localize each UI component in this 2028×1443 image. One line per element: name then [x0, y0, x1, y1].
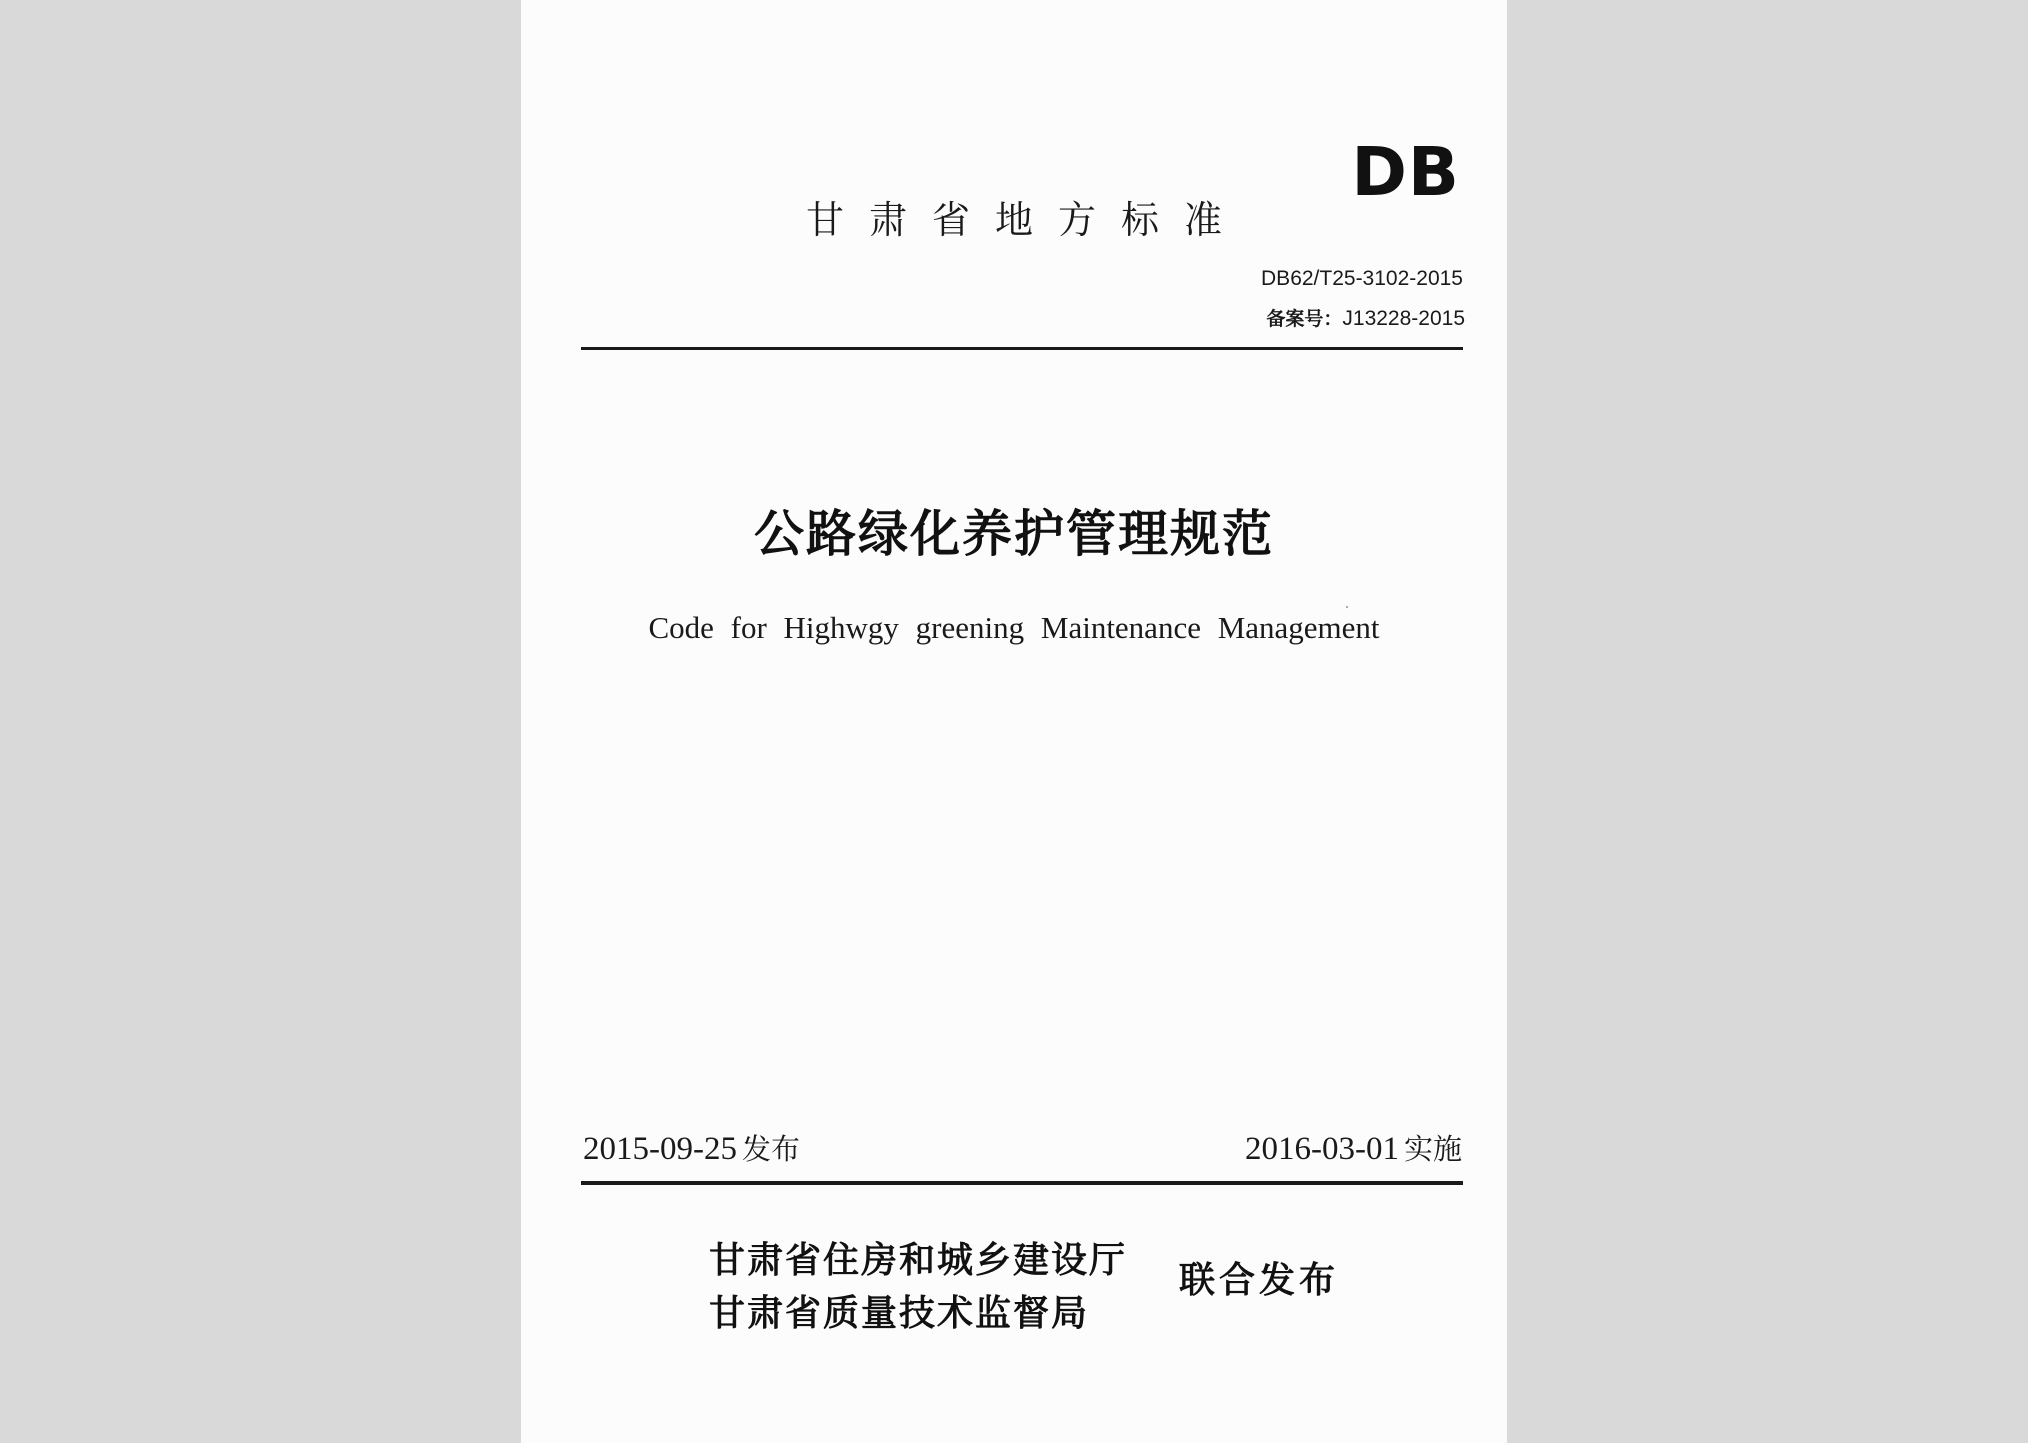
standard-number: DB62/T25-3102-2015 [1261, 267, 1463, 290]
record-label: 备案号： [1266, 308, 1343, 330]
title-chinese: 公路绿化养护管理规范 [754, 504, 1274, 563]
publish-date-line [583, 1133, 800, 1166]
header-rule [581, 347, 1463, 350]
issuer-list [709, 1234, 1127, 1340]
footer-rule [581, 1181, 1463, 1185]
record-line [1266, 308, 1465, 329]
effective-date-line [1245, 1133, 1462, 1166]
issuer-1: 甘肃省住房和城乡建设厅 [709, 1240, 1128, 1281]
effective-label: 实施 [1403, 1132, 1462, 1166]
scan-speck [1346, 606, 1348, 608]
issuer-2: 甘肃省质量技术监督局 [709, 1293, 1090, 1334]
joint-publish-label: 联合发布 [1179, 1260, 1340, 1301]
db-mark: DB [1351, 133, 1460, 211]
publish-date: 2015-09-25 [583, 1131, 737, 1167]
record-number: J13228-2015 [1342, 307, 1465, 330]
effective-date: 2016-03-01 [1245, 1131, 1399, 1167]
standard-type: 甘肃省地方标准 [806, 198, 1248, 242]
document-page [521, 0, 1507, 1443]
publish-label: 发布 [741, 1132, 800, 1166]
title-english: Code for Highwgy greening Maintenance Management [648, 610, 1380, 645]
